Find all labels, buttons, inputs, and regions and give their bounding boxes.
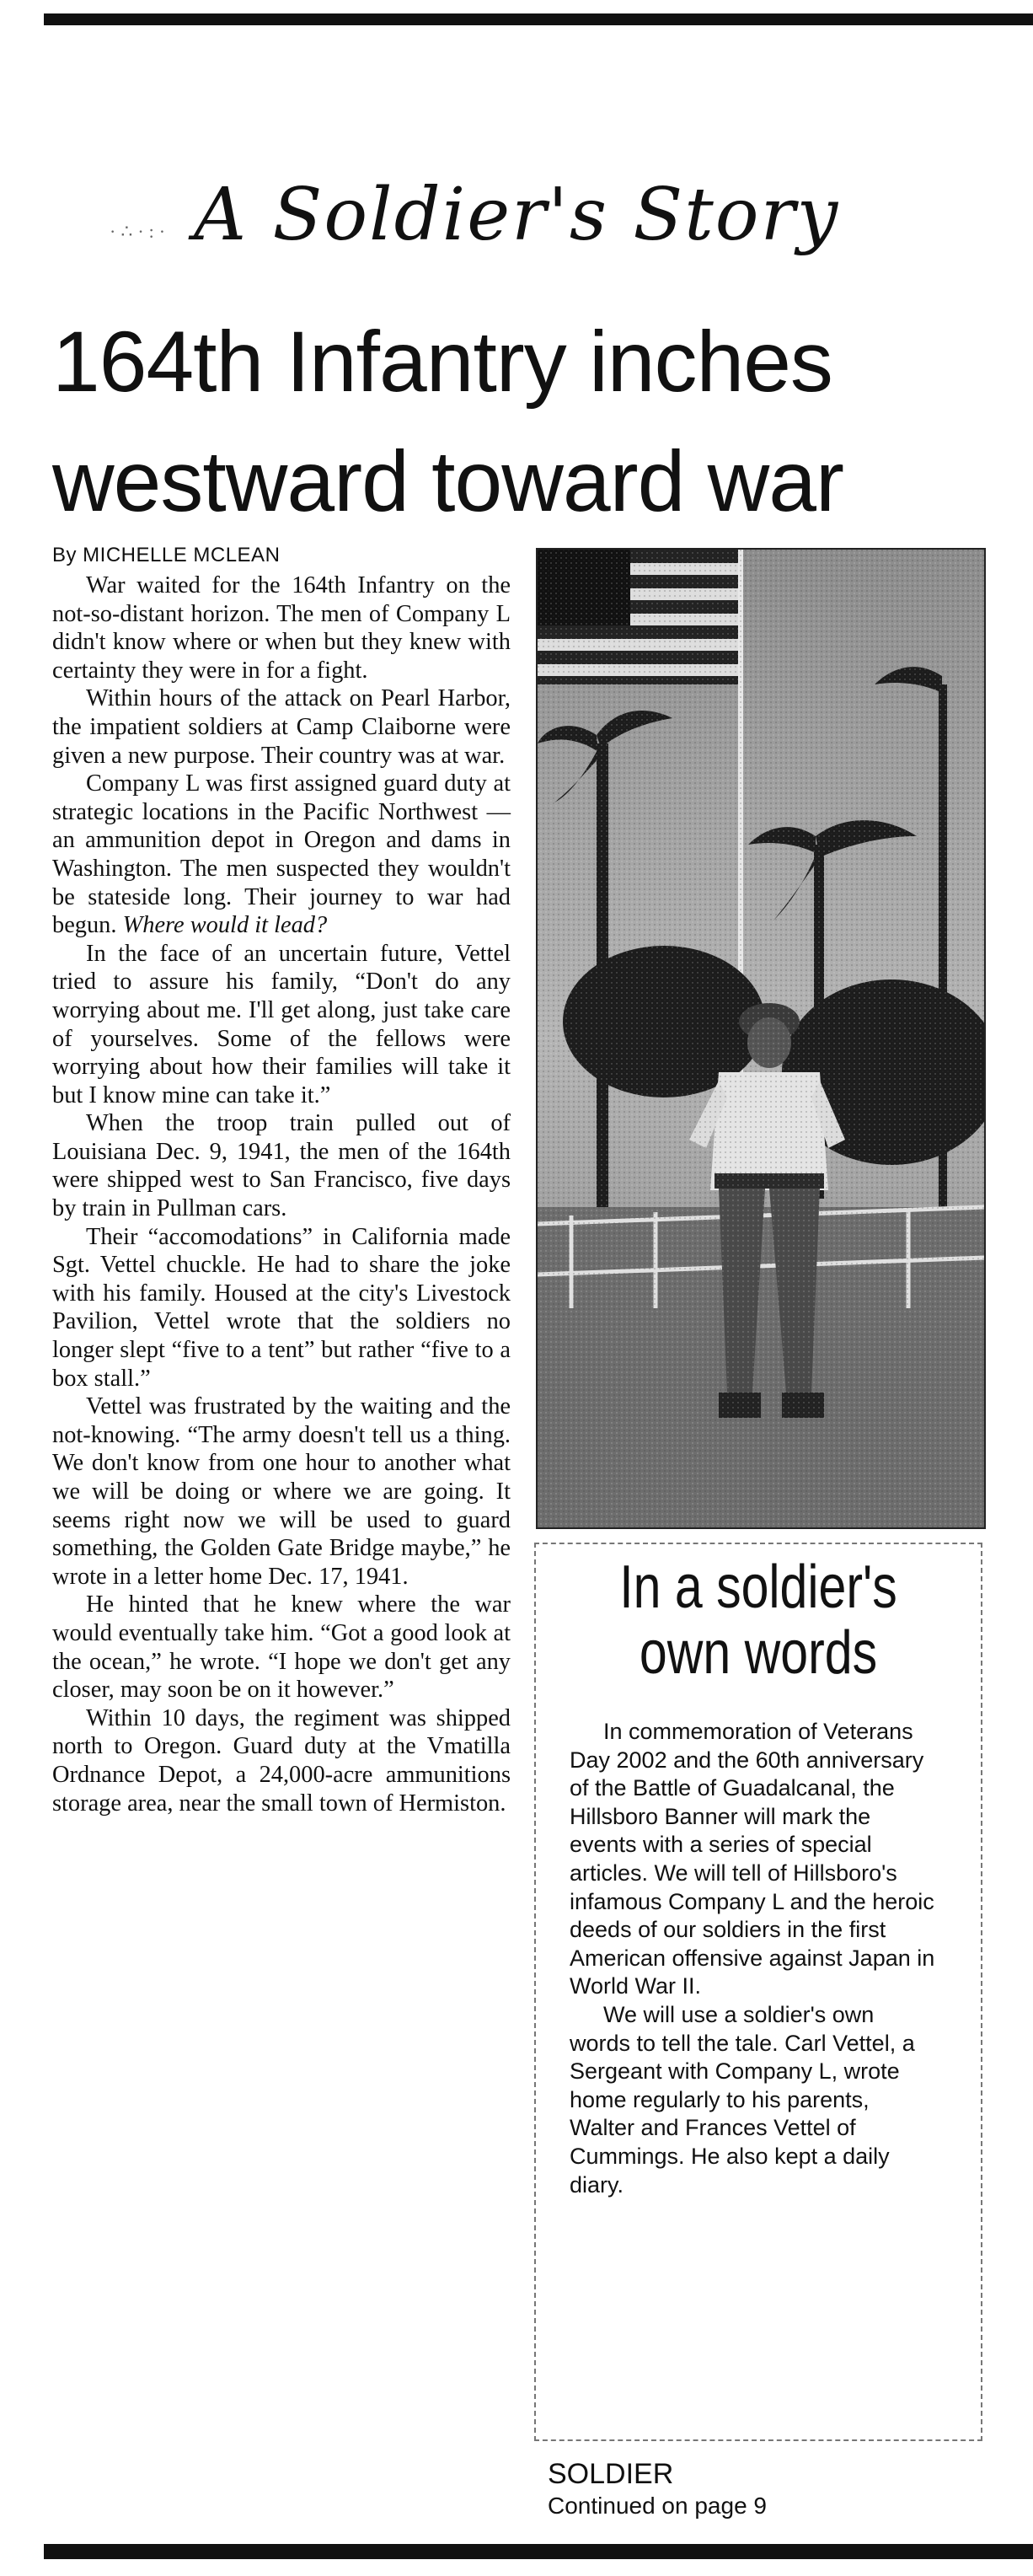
kicker <box>110 169 885 270</box>
byline: By MICHELLE MCLEAN <box>52 544 281 566</box>
article-body <box>52 572 511 1817</box>
sidebar-body <box>570 1718 940 2199</box>
sidebar-title-line-1: In a soldier's <box>619 1554 897 1621</box>
headline-line-2: westward toward war <box>52 433 843 529</box>
headline <box>52 302 1013 541</box>
sidebar-title-line-2: own words <box>639 1619 878 1687</box>
body-paragraph: He hinted that he knew where the war would eventually take him. “Got a good look at the ocean,” he wrote. “I hope we don't get any closer, may soon be on it however.” <box>52 1591 511 1704</box>
headline-line-1: 164th Infantry inches <box>52 314 832 410</box>
bottom-rule <box>44 2544 1033 2559</box>
body-paragraph: In the face of an uncertain future, Vettel tried to assure his family, “Don't do any worrying about me. I'll get along, just take care of yourselves. Some of the fellows were worrying about how their families will take it but I know mine can take it.” <box>52 940 511 1108</box>
sidebar-box <box>534 1543 982 2441</box>
top-rule <box>44 13 1033 25</box>
jump-continued: Continued on page 9 <box>548 2493 767 2519</box>
sidebar-paragraph: We will use a soldier's own words to tell the tale. Carl Vettel, a Sergeant with Company L, wrote home regularly to his parents, Walter and Frances Vettel of Cummings. He also kept a daily diary. <box>570 2001 915 2198</box>
jump-word: SOLDIER <box>548 2458 674 2490</box>
kicker-ornament: ·∴·:· <box>110 221 171 242</box>
body-paragraph <box>52 770 511 940</box>
sidebar-title <box>576 1554 941 1686</box>
body-paragraph: When the troop train pulled out of Louisiana Dec. 9, 1941, the men of the 164th were shipped west to San Francisco, five days by train in Pullman cars. <box>52 1110 511 1222</box>
body-paragraph: Within hours of the attack on Pearl Harbor, the impatient soldiers at Camp Claiborne were given a new purpose. Their country was at war. <box>52 685 511 769</box>
kicker-text: A Soldier's Story <box>194 173 840 257</box>
jump-line <box>548 2457 767 2521</box>
body-paragraph: Vettel was frustrated by the waiting and the not-knowing. “The army doesn't tell us a thing. We don't know from one hour to another what we will be doing or where we are going. It seems right now we will be used to guard something, the Golden Gate Bridge maybe,” he wrote in a letter home Dec. 17, 1941. <box>52 1393 511 1590</box>
soldier-photo <box>536 548 986 1529</box>
body-paragraph-text: Company L was first assigned guard duty at strategic locations in the Pacific Northwest — an ammunition depot in Oregon and dams in Washington. The men suspected they wouldn't be stateside long. Their journey to war had begun. <box>52 770 511 939</box>
body-italic-question: Where would it lead? <box>122 912 328 939</box>
body-paragraph: War waited for the 164th Infantry on the not-so-distant horizon. The men of Company L didn't know where or when but they knew with certainty they were in for a fight. <box>52 572 511 684</box>
body-paragraph: Within 10 days, the regiment was shipped north to Oregon. Guard duty at the Vmatilla Ordnance Depot, a 24,000-acre ammunitions storage area, near the small town of Hermiston. <box>52 1704 511 1817</box>
body-paragraph: Their “accomodations” in California made Sgt. Vettel chuckle. He had to share the joke with his family. Housed at the city's Livestock Pavilion, Vettel wrote that the soldiers no longer slept “five to a tent” but rather “five to a box stall.” <box>52 1223 511 1392</box>
sidebar-paragraph: In commemoration of Veterans Day 2002 and the 60th anniversary of the Battle of Guadalcanal, the Hillsboro Banner will mark the events with a series of special articles. We will tell of Hillsboro's infamous Company L and the heroic deeds of our soldiers in the first American offensive against Japan in World War II. <box>570 1719 935 1999</box>
